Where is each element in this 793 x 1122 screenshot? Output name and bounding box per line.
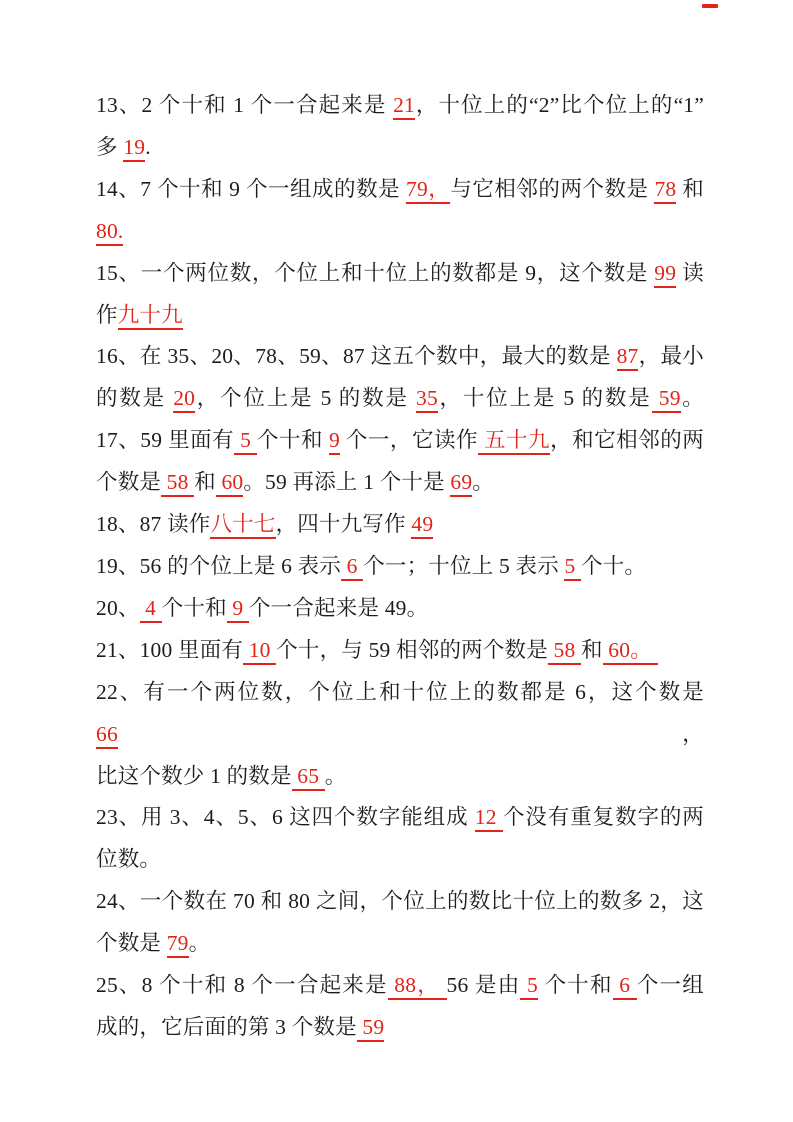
document-line [96,295,704,337]
answer-segment: 58 [161,470,194,497]
document-line [96,756,704,798]
document-line [96,378,704,420]
text-segment: 成的，它后面的第 3 个数是 [96,1014,357,1039]
text-segment: 个十。 [581,553,647,578]
document-line [96,588,704,630]
text-segment: 和 [194,470,216,495]
text-segment: 比这个数少 1 的数是 [96,763,292,788]
document-line [96,797,704,839]
text-segment: 个十和 [256,428,329,453]
text-segment: ，四十九写作 [275,512,412,537]
text-segment: 多 [96,134,124,159]
text-segment: 个一；十位上 5 表示 [363,553,565,578]
text-segment: 个十和 [161,595,227,620]
text-segment: 23、用 3、4、5、6 这四个数字能组成 [96,805,475,830]
text-segment: 作 [96,302,118,327]
text-segment: 。 [324,763,347,788]
answer-segment: 20 [173,386,195,413]
answer-segment: 九十九 [118,303,183,330]
answer-segment: 9 [329,428,340,455]
text-segment: 19、56 的个位上是 6 表示 [96,553,342,578]
document-line [96,127,704,169]
text-segment: 个数是 [96,931,167,956]
document-line [96,546,704,588]
document-line [96,839,704,881]
text-segment: 个一合起来是 49。 [248,595,429,620]
answer-segment: 49 [411,512,433,539]
text-segment: 15、一个两位数，个位上和十位上的数都是 9，这个数是 [96,260,655,285]
answer-segment: 58 [548,638,581,665]
document-line [96,85,704,127]
answer-segment: 6 [613,973,637,1000]
answer-segment: 79， [406,177,450,204]
text-segment: 读 [676,260,704,285]
document-line [96,336,704,378]
text-segment: 与它相邻的两个数是 [450,176,655,201]
text-segment: 25、8 个十和 8 个一合起来是 [96,973,388,998]
text-segment: ，十位上的“2”比个位上的“1” [414,93,705,117]
answer-segment: 66 [96,722,118,749]
document-line [96,1007,704,1049]
text-segment: . [145,134,151,159]
document-body [96,85,704,1049]
answer-segment: 60 [216,470,243,497]
text-segment: 位数。 [96,847,162,872]
text-segment: 个一，它读作 [339,428,479,453]
text-segment: 。 [472,470,495,495]
document-line [96,504,704,546]
document-line [96,672,704,756]
text-segment: 个十和 [537,973,613,998]
document-line [96,211,704,253]
text-segment: 18、87 读作 [96,512,211,537]
text-segment: 14、7 个十和 9 个一组成的数是 [96,176,407,201]
text-segment: 的数是 [96,386,174,411]
answer-segment: 19 [123,135,145,162]
text-segment: 。59 再添上 1 个十是 [243,470,451,495]
text-segment: 22、有一个两位数，个位上和十位上的数都是 6，这个数是 [96,679,704,704]
text-segment: 和 [676,176,704,201]
answer-segment: 35 [416,386,438,413]
text-segment: 56 是由 [446,973,521,998]
answer-segment: 88， [388,973,447,1000]
text-segment: 16、在 35、20、78、59、87 这五个数中，最大的数是 [96,344,617,369]
answer-segment: 12 [475,805,503,832]
document-line [96,630,704,672]
document-line [96,881,704,923]
answer-segment: 9 [227,596,249,623]
text-segment: 个数是 [96,470,162,495]
document-line [96,462,704,504]
answer-segment: 65 [292,764,325,791]
text-segment: ，十位上是 5 的数是 [437,386,652,411]
text-segment: 个一组 [636,973,704,998]
text-segment: 个没有重复数字的两 [503,805,705,830]
answer-segment: 八十七 [210,512,275,539]
answer-segment: 99 [654,261,676,288]
text-segment: 13、2 个十和 1 个一合起来是 [96,93,394,117]
text-segment: ，个位上是 5 的数是 [195,386,416,411]
answer-segment: 10 [243,638,276,665]
answer-segment: 80. [96,219,123,246]
text-segment: 和 [581,637,603,662]
text-segment: 21、100 里面有 [96,637,244,662]
document-line [96,420,704,462]
answer-segment: 87 [617,344,639,371]
document-line [96,965,704,1007]
answer-segment: 21 [393,93,415,120]
text-segment: 。 [680,386,705,411]
answer-segment: 5 [564,554,581,581]
answer-segment: 60。 [603,638,658,665]
answer-segment: 59 [652,386,681,413]
text-segment: ， [117,721,704,746]
answer-segment: 6 [341,554,363,581]
answer-segment: 79 [167,931,189,958]
answer-segment: 69 [450,470,472,497]
text-segment: 24、一个数在 70 和 80 之间，个位上的数比十位上的数多 2，这 [96,889,704,914]
document-line [96,923,704,965]
document-line [96,169,704,211]
stray-red-mark [702,4,718,8]
text-segment: 。 [188,931,211,956]
answer-segment: 4 [140,596,162,623]
text-segment: ，最小 [638,344,704,369]
text-segment: 17、59 里面有 [96,428,235,453]
text-segment: ，和它相邻的两 [550,428,704,453]
text-segment: 20、 [96,595,140,620]
answer-segment: 78 [654,177,676,204]
text-segment: 个十，与 59 相邻的两个数是 [276,637,548,662]
answer-segment: 五十九 [478,428,550,455]
answer-segment: 5 [520,973,538,1000]
document-line [96,253,704,295]
answer-segment: 5 [234,428,257,455]
answer-segment: 59 [357,1015,384,1042]
